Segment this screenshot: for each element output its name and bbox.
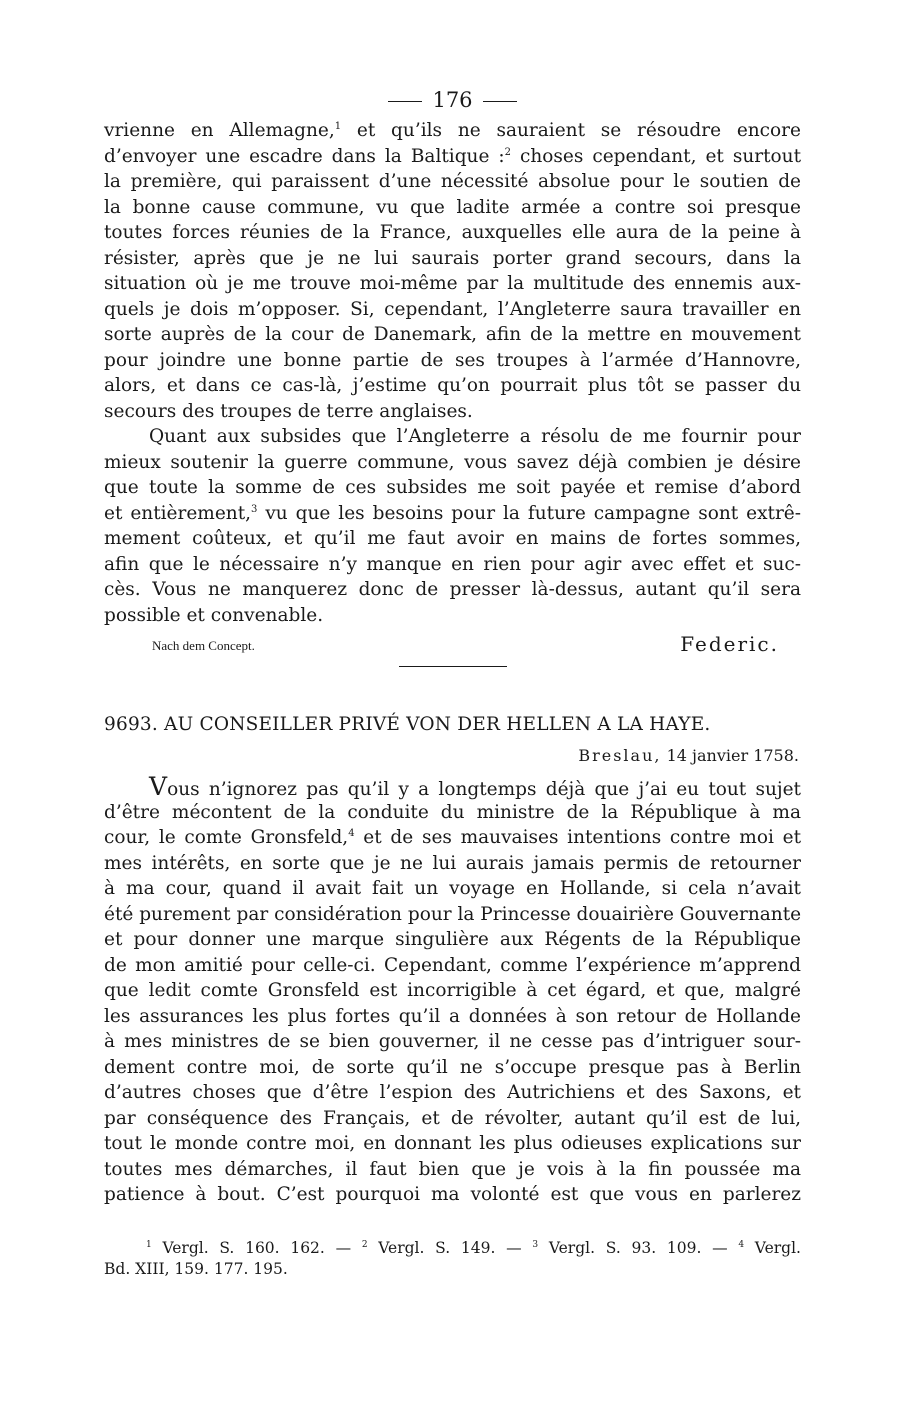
text-line: les assurances les plus fortes qu’il a données à son retour de Hollande	[104, 1005, 801, 1027]
text-line: Quant aux subsides que l’Angleterre a résolu de me fournir pour	[149, 426, 801, 447]
header-dash-right	[483, 101, 517, 102]
footnote-number: 1	[146, 1240, 152, 1250]
text-line: quels je dois m’opposer. Si, cependant, l’Angleterre saura travailler en	[104, 298, 801, 320]
dateline-date: 14 janvier 1758.	[666, 746, 799, 765]
footnote-number: 4	[738, 1240, 745, 1250]
text-line: secours des troupes de terre anglaises.	[104, 400, 473, 422]
signature: Federic.	[680, 632, 779, 656]
text-line: mement coûteux, et qu’il me faut avoir en mains de fortes sommes,	[104, 528, 801, 549]
text-line: de mon amitié pour celle-ci. Cependant, comme l’expérience m’apprend	[104, 954, 801, 976]
dateline	[104, 744, 799, 768]
text-line: par conséquence des Français, et de révolter, autant qu’il est de lui,	[104, 1107, 801, 1129]
text-line: la bonne cause commune, vu que ladite armée a contre soi presque	[104, 196, 801, 218]
text-line: situation où je me trouve moi-même par la multitude des ennemis aux-	[104, 273, 801, 294]
footnote-line-2: Bd. XIII, 159. 177. 195.	[104, 1260, 288, 1278]
text-line: pour joindre une bonne partie de ses troupes à l’armée d’Hannovre,	[104, 349, 801, 371]
letter-body-paragraph	[104, 774, 801, 1208]
text-line: que ledit comte Gronsfeld est incorrigible à cet égard, et que, malgré	[104, 980, 801, 1001]
footnote-marker: 1	[334, 121, 342, 132]
footnote-marker: 3	[251, 503, 258, 515]
text-line: sorte auprès de la cour de Danemark, afin de la mettre en mouvement	[104, 324, 801, 345]
footnote-number: 3	[532, 1240, 539, 1250]
text-line: alors, et dans ce cas-là, j’estime qu’on pourrait plus tôt se passer du	[104, 375, 801, 396]
footnote-number: 2	[361, 1240, 368, 1250]
text-line: toutes mes démarches, il faut bien que je vois à la fin poussée ma	[104, 1158, 801, 1180]
text-line: patience à bout. C’est pourquoi ma volonté est que vous en parlerez	[104, 1184, 801, 1205]
text-line: d’autres choses que d’être l’espion des Autrichiens et des Saxons, et	[104, 1082, 801, 1103]
text-line: afin que le nécessaire n’y manque en rien pour agir avec effet et suc-	[104, 553, 801, 575]
text-line: dement contre moi, de sorte qu’il ne s’occupe presque pas à Berlin	[104, 1056, 801, 1078]
source-note: Nach dem Concept.	[152, 638, 255, 653]
book-page	[104, 86, 801, 1208]
text-line: mes intérêts, en sorte que je ne lui aurais jamais permis de retourner	[104, 852, 801, 874]
footnote-marker: 4	[348, 828, 355, 839]
footnotes	[104, 1238, 801, 1280]
footnote-marker: 2	[504, 146, 512, 158]
text-line: que toute la somme de ces subsides me soit payée et remise d’abord	[104, 477, 801, 498]
subsidies-paragraph	[104, 424, 801, 628]
signature-row	[104, 632, 801, 662]
text-line: la première, qui paraissent d’une nécessité absolue pour le soutien de	[104, 171, 801, 192]
page-header	[104, 86, 801, 118]
text-line: cès. Vous ne manquerez donc de presser là-dessus, autant qu’il sera	[104, 579, 801, 600]
text-line: d’être mécontent de la conduite du ministre de la République à ma	[104, 801, 801, 823]
initial-letter: V	[149, 772, 168, 801]
section-divider	[399, 666, 507, 667]
text-line: toutes forces réunies de la France, auxquelles elle aura de la peine à	[104, 222, 801, 243]
header-dash-left	[388, 101, 422, 102]
text-line: et pour donner une marque singulière aux Régents de la République	[104, 929, 801, 950]
text-line: possible et convenable.	[104, 604, 324, 626]
text-line: résister, après que je ne lui saurais porter grand secours, dans la	[104, 247, 801, 269]
text-line: cour, le comte Gronsfeld,$^4$ et de ses mauvaises intentions contre moi et	[104, 827, 802, 848]
text-line: mieux soutenir la guerre commune, vous savez déjà combien je désire	[104, 451, 801, 473]
letter-heading: 9693. AU CONSEILLER PRIVÉ VON DER HELLEN A LA HAYE.	[104, 714, 711, 735]
footnote-line: $^1$ Vergl. S. 160. 162. — $^2$ Vergl. S. 149. — $^3$ Vergl. S. 93. 109. — $^4$ Vergl.	[146, 1239, 801, 1257]
text-line: et entièrement,$^3$ vu que les besoins pour la future campagne sont extrê-	[104, 502, 801, 524]
dateline-place: Breslau,	[578, 746, 662, 765]
text-line: tout le monde contre moi, en donnant les plus odieuses explications sur	[104, 1133, 801, 1154]
page-number: 176	[432, 88, 473, 112]
text-line: vrienne en Allemagne,$^1$ et qu’ils ne sauraient se résoudre encore	[104, 120, 801, 141]
text-line: été purement par considération pour la Princesse douairière Gouvernante	[104, 903, 802, 925]
text-line: à mes ministres de se bien gouverner, il ne cesse pas d’intriguer sour-	[104, 1031, 801, 1052]
letter-continuation-paragraph	[104, 118, 801, 424]
text-line: d’envoyer une escadre dans la Baltique :$^2$ choses cependant, et surtout	[104, 145, 802, 167]
text-line: à ma cour, quand il avait fait un voyage en Hollande, si cela n’avait	[104, 878, 801, 899]
text-line: Vous n’ignorez pas qu’il y a longtemps déjà que j’ai eu tout sujet	[149, 772, 801, 801]
